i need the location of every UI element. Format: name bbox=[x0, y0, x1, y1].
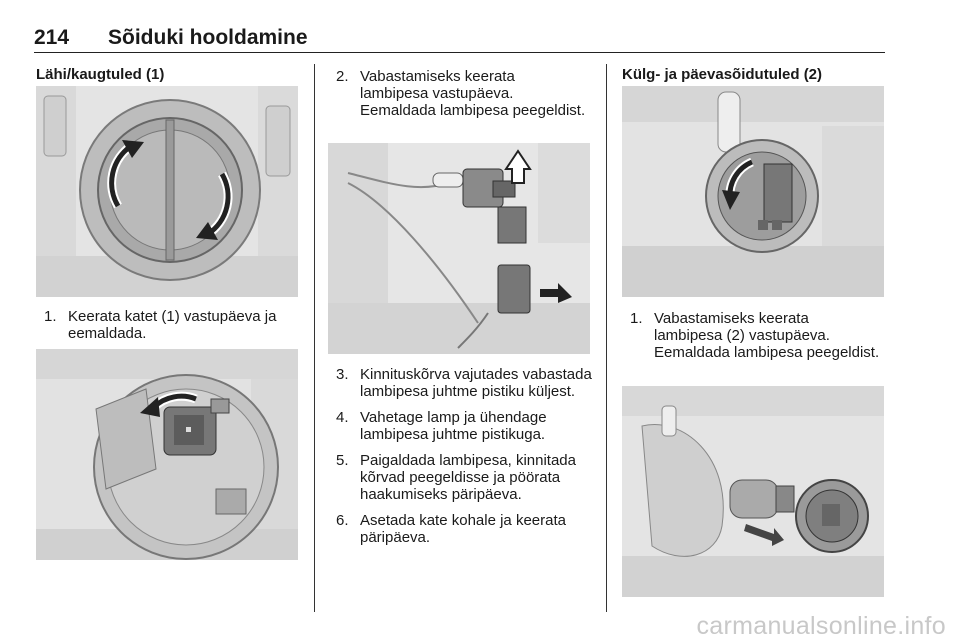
step-item: 3. Kinnituskõrva vajutades vabastada lambipesa juhtme pistiku küljest. bbox=[336, 366, 592, 400]
step-item: 4. Vahetage lamp ja ühendage lambipesa juhtme pistikuga. bbox=[336, 409, 547, 443]
step-item: 2. Vabastamiseks keerata lambipesa vastupäeva. Eemaldada lambipesa peegeldist. bbox=[336, 68, 586, 119]
header-rule bbox=[34, 52, 885, 53]
step-item: 6. Asetada kate kohale ja keerata päripäeva. bbox=[336, 512, 566, 546]
page-title: Sõiduki hooldamine bbox=[108, 26, 308, 49]
steps-list-bulb-replacement bbox=[336, 366, 592, 555]
step-item: 1. Vabastamiseks keerata lambipesa (2) vastupäeva. Eemaldada lambipesa peegeldist. bbox=[630, 310, 880, 361]
steps-list-headlights bbox=[44, 308, 294, 351]
section-heading-side-lights: Külg- ja päevasõidutuled (2) bbox=[622, 66, 823, 83]
steps-list-side-lights bbox=[630, 310, 880, 370]
illustration-side-light-holder bbox=[622, 86, 884, 297]
steps-list-bulb-removal bbox=[336, 68, 586, 128]
section-heading-headlights: Lähi/kaugtuled (1) bbox=[36, 66, 165, 83]
page-header bbox=[34, 26, 884, 50]
illustration-headlight-cover bbox=[36, 86, 298, 297]
column-divider-2 bbox=[606, 64, 607, 612]
step-item: 5. Paigaldada lambipesa, kinnitada kõrvad peegeldisse ja pöörata haakumiseks päripäeva. bbox=[336, 452, 576, 503]
illustration-headlight-bulb-holder bbox=[36, 349, 298, 560]
illustration-side-light-bulb bbox=[622, 386, 884, 597]
step-item: 1. Keerata katet (1) vastupäeva ja eemaldada. bbox=[44, 308, 277, 342]
column-divider-1 bbox=[314, 64, 315, 612]
illustration-bulb-connector bbox=[328, 143, 590, 354]
page-number: 214 bbox=[34, 26, 70, 49]
footer-watermark[interactable]: carmanualsonline.info bbox=[696, 612, 946, 640]
